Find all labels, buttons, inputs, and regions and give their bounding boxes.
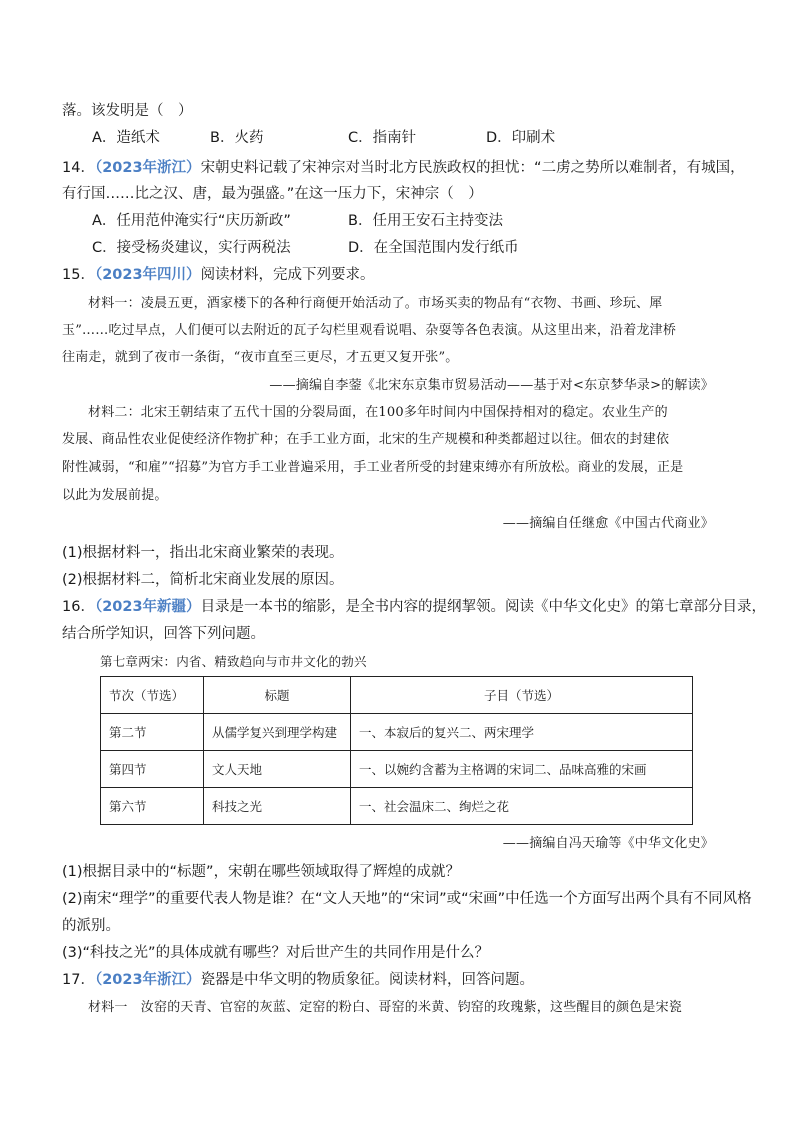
q16-citation: ——摘编自冯天瑜等《中华文化史》	[502, 836, 714, 851]
table-row	[101, 714, 693, 751]
q14-line-1	[62, 158, 745, 178]
q16-source: （2023年新疆）	[94, 599, 201, 615]
q15-subquestion-1: (1)根据材料一，指出北宋商业繁荣的表现。	[62, 545, 344, 561]
toc-table	[100, 676, 693, 825]
q14-option-c: C．接受杨炎建议，实行两税法	[92, 240, 291, 256]
toc-cell-title: 从儒学复兴到理学构建	[204, 714, 351, 751]
toc-cell-subitems: 一、以婉约含蓄为主格调的宋词二、品味高雅的宋画	[351, 751, 693, 788]
toc-cell-section: 第二节	[101, 714, 204, 751]
q13-tail: 落。该发明是（ ）	[62, 103, 193, 119]
q16-chapter-title: 第七章两宋：内省、精致趋向与市井文化的勃兴	[100, 654, 367, 669]
q15-source: （2023年四川）	[94, 267, 201, 283]
q15-material-2-line-3: 附性减弱，“和雇”“招募”为官方手工业普遍采用，手工业者所受的封建束缚亦有所放松。商业的发展，正是	[62, 460, 684, 475]
q14-number: 14．	[62, 160, 95, 176]
q15-stem	[62, 265, 375, 285]
q14-option-b: B．任用王安石主持变法	[348, 213, 503, 229]
q14-line-2: 有行国……比之汉、唐，最为强盛。”在这一压力下，宋神宗（ ）	[62, 186, 483, 202]
toc-header-subitems: 子目（节选）	[351, 677, 693, 714]
q14-source: （2023年浙江）	[94, 160, 201, 176]
q13-option-d: D．印刷术	[486, 130, 556, 146]
q15-material-2-line-1: 材料二：北宋王朝结束了五代十国的分裂局面，在100多年时间内中国保持相对的稳定。农业生产的	[88, 405, 668, 420]
q17-source: （2023年浙江）	[94, 972, 201, 988]
q16-subquestion-2-line-2: 的派别。	[62, 918, 120, 934]
q14-text-1: 宋朝史料记载了宋神宗对当时北方民族政权的担忧：“二虏之势所以难制者，有城国，	[200, 160, 745, 176]
toc-cell-section: 第六节	[101, 788, 204, 825]
toc-header-row	[101, 677, 693, 714]
toc-cell-title: 科技之光	[204, 788, 351, 825]
toc-header-section: 节次（节选）	[101, 677, 204, 714]
q16-text-1: 目录是一本书的缩影，是全书内容的提纲挈领。阅读《中华文化史》的第七章部分目录，	[200, 599, 767, 615]
q13-option-a: A．造纸术	[92, 130, 160, 146]
q16-subquestion-2-line-1: (2)南宋“理学”的重要代表人物是谁？在“文人天地”的“宋词”或“宋画”中任选一个方面写出两个具有不同风格	[62, 891, 752, 907]
toc-cell-subitems: 一、本寂后的复兴二、两宋理学	[351, 714, 693, 751]
toc-cell-section: 第四节	[101, 751, 204, 788]
q15-text: 阅读材料，完成下列要求。	[200, 267, 375, 283]
q15-material-2-line-2: 发展、商品性农业促使经济作物扩种；在手工业方面，北宋的生产规模和种类都超过以往。佃农的封建依	[62, 432, 670, 447]
q13-option-b: B．火药	[210, 130, 264, 146]
table-row	[101, 788, 693, 825]
q15-number: 15．	[62, 267, 95, 283]
q16-number: 16．	[62, 599, 95, 615]
q15-subquestion-2: (2)根据材料二，简析北宋商业发展的原因。	[62, 572, 344, 588]
q17-stem	[62, 970, 534, 990]
q15-material-1-line-1: 材料一：凌晨五更，酒家楼下的各种行商便开始活动了。市场买卖的物品有“衣物、书画、珍玩、犀	[88, 296, 663, 311]
toc-cell-title: 文人天地	[204, 751, 351, 788]
q16-subquestion-1: (1)根据目录中的“标题”，宋朝在哪些领域取得了辉煌的成就？	[62, 864, 461, 880]
q15-material-1-line-2: 玉”……吃过早点，人们便可以去附近的瓦子勾栏里观看说唱、杂耍等各色表演。从这里出来，沿着龙津桥	[62, 323, 677, 338]
toc-header-title: 标题	[204, 677, 351, 714]
toc-cell-subitems: 一、社会温床二、绚烂之花	[351, 788, 693, 825]
q16-subquestion-3: (3)“科技之光”的具体成就有哪些？对后世产生的共同作用是什么？	[62, 945, 490, 961]
q15-material-2-line-4: 以此为发展前提。	[62, 488, 168, 503]
q15-material-2-citation: ——摘编自任继愈《中国古代商业》	[502, 516, 714, 531]
q13-option-c: C．指南针	[348, 130, 417, 146]
q15-material-1-citation: ——摘编自李蓥《北宋东京集市贸易活动——基于对<东京梦华录>的解读》	[269, 378, 714, 393]
q14-option-a: A．任用范仲淹实行“庆历新政”	[92, 213, 291, 229]
q17-text: 瓷器是中华文明的物质象征。阅读材料，回答问题。	[200, 972, 535, 988]
q16-line-1	[62, 597, 766, 617]
q16-line-2: 结合所学知识，回答下列问题。	[62, 626, 265, 642]
q15-material-1-line-3: 往南走，就到了夜市一条街，“夜市直至三更尽，才五更又复开张”。	[62, 350, 459, 365]
q14-option-d: D．在全国范围内发行纸币	[348, 240, 519, 256]
q17-material-1-line-1: 材料一 汝窑的天青、官窑的灰蓝、定窑的粉白、哥窑的米黄、钧窑的玫瑰紫，这些醒目的颜色是宋瓷	[88, 1000, 683, 1015]
q17-number: 17．	[62, 972, 95, 988]
table-row	[101, 751, 693, 788]
